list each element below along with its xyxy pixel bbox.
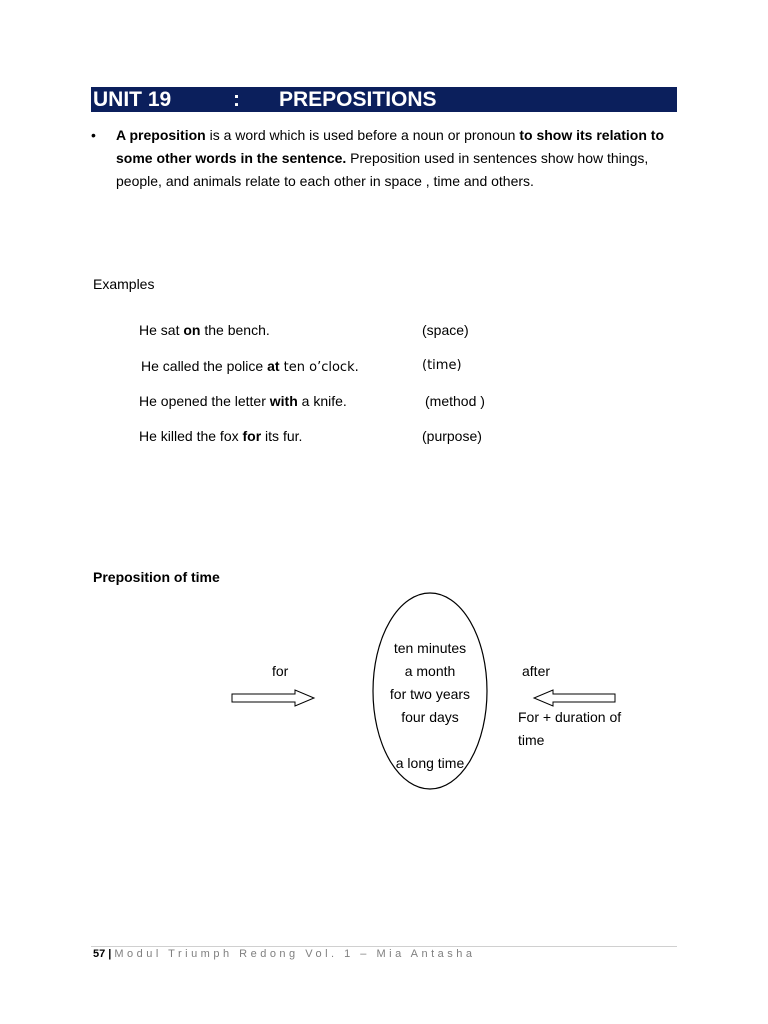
oval-item: a long time (395, 755, 465, 771)
oval-item: four days (401, 709, 459, 725)
duration-note: For + duration of (518, 709, 622, 725)
oval-item: ten minutes (393, 640, 467, 656)
page-footer (93, 948, 476, 960)
unit-colon: : (233, 88, 240, 111)
label-after: after (522, 663, 551, 679)
page-number: 57 (93, 948, 106, 960)
oval-item: a month (404, 663, 456, 679)
definition-term: A preposition (116, 127, 206, 143)
preposition-keyword: for (242, 428, 262, 444)
oval-item: for two years (389, 686, 471, 702)
footer-separator: | (108, 948, 112, 960)
preposition-keyword: at (267, 358, 280, 374)
sentence-start: He sat (139, 322, 184, 338)
sentence-start: He opened the letter (139, 393, 270, 409)
unit-topic: PREPOSITIONS (279, 88, 437, 111)
bullet-icon: • (91, 127, 96, 143)
unit-number: UNIT 19 (93, 88, 172, 111)
sentence-start: He killed the fox (139, 428, 243, 444)
definition-bold-1: to show its relation to some other words in the sentence. (116, 127, 665, 166)
sentence-end: the bench. (200, 322, 270, 338)
footer-text: Modul Triumph Redong Vol. 1 – Mia Antasha (114, 948, 476, 960)
right-arrow-icon (232, 690, 314, 706)
sentence-start: He called the police (141, 358, 268, 374)
example-category: (method ) (425, 393, 485, 409)
label-for: for (272, 663, 289, 679)
sentence-end: ten o’clock. (279, 360, 359, 375)
left-arrow-icon (534, 690, 615, 706)
preposition-keyword: on (183, 322, 201, 338)
example-category: (purpose) (422, 428, 482, 444)
definition-text-1: is a word which is used before a noun or pronoun (205, 127, 520, 143)
duration-note-cont: time (518, 732, 545, 748)
sentence-end: its fur. (261, 428, 303, 444)
footer-divider (91, 946, 677, 947)
sentence-end: a knife. (297, 393, 347, 409)
section-title-time: Preposition of time (93, 569, 220, 585)
example-category: (space) (422, 322, 469, 338)
examples-label: Examples (93, 276, 155, 292)
definition-text-2: Preposition used in sentences show how things, people, and animals relate to each other in space , time and others. (116, 150, 649, 189)
example-category: (time) (422, 358, 462, 373)
preposition-keyword: with (269, 393, 298, 409)
